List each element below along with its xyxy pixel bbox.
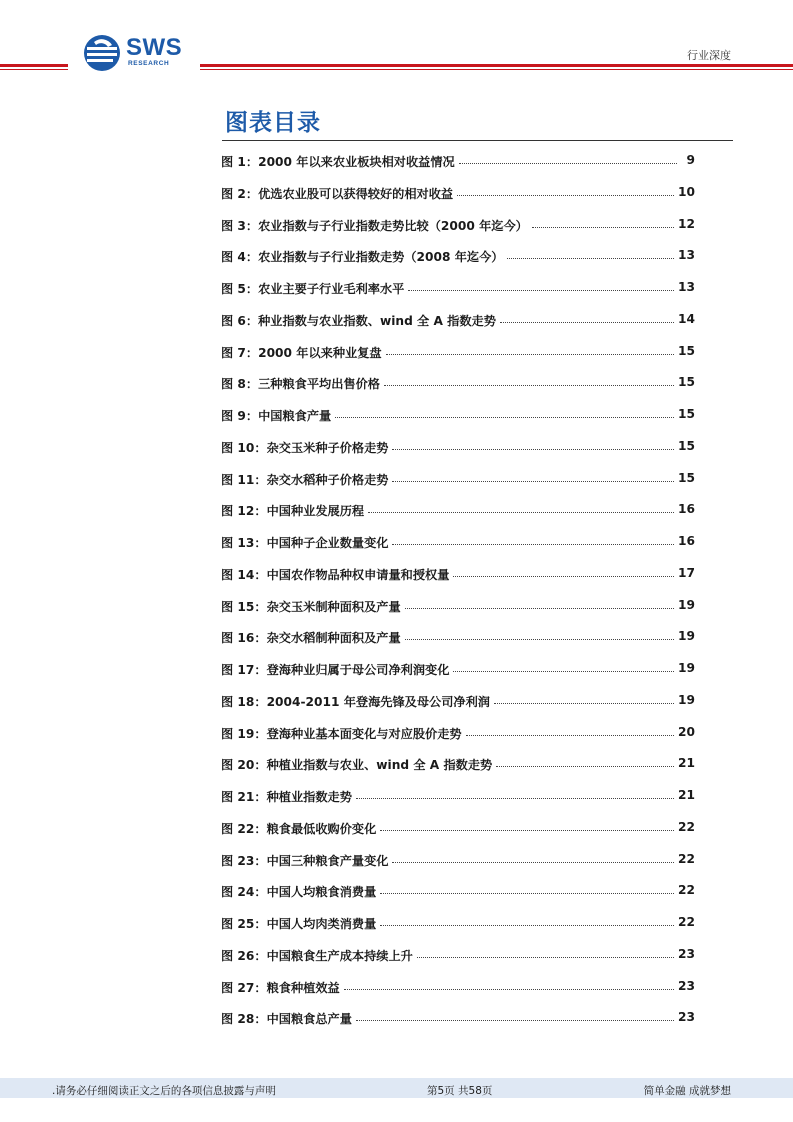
toc-entry-label: 图 28：中国粮食总产量 [221,1012,352,1027]
toc-entry-label: 图 7：2000 年以来种业复盘 [221,345,382,360]
toc-entry-label: 图 26：中国粮食生产成本持续上升 [221,948,413,963]
toc-entry-page: 12 [678,216,695,231]
toc-entry[interactable] [221,471,695,503]
toc-entry-page: 21 [678,756,695,771]
toc-dot-leader [368,503,674,513]
toc-dot-leader [453,567,674,577]
toc-dot-leader [356,789,674,799]
toc-entry-page: 10 [678,184,695,199]
toc-entry-page: 19 [678,692,695,707]
toc-entry-page: 13 [678,248,695,263]
toc-entry[interactable] [221,979,695,1011]
toc-entry-label: 图 20：种植业指数与农业、wind 全 A 指数走势 [221,758,493,773]
toc-entry-label: 图 12：中国种业发展历程 [221,504,365,519]
logo-text: SWS [126,34,183,61]
toc-entry[interactable] [221,947,695,979]
toc-dot-leader [532,218,674,228]
toc-dot-leader [344,980,674,990]
toc-entry[interactable] [221,1010,695,1042]
toc-entry[interactable] [221,217,695,249]
toc-entry-page: 13 [678,280,695,294]
header-rule [0,64,68,67]
toc-entry-page: 20 [678,724,695,739]
toc-dot-leader [392,440,674,450]
toc-entry[interactable] [221,534,695,566]
toc-entry-page: 21 [678,788,695,802]
toc-entry-label: 图 6：种业指数与农业指数、wind 全 A 指数走势 [221,313,496,328]
toc-entry-page: 15 [678,407,695,421]
toc-entry-page: 14 [678,311,695,326]
toc-dot-leader [392,472,674,482]
sws-logo-icon [82,33,122,73]
toc-entry[interactable] [221,248,695,280]
toc-entry-page: 16 [678,502,695,517]
toc-dot-leader [457,186,674,196]
title-divider [222,140,733,141]
toc-entry[interactable] [221,820,695,852]
toc-entry[interactable] [221,725,695,757]
toc-entry[interactable] [221,439,695,471]
toc-entry[interactable] [221,312,695,344]
toc-entry[interactable] [221,375,695,407]
toc-entry-label: 图 2：优选农业股可以获得较好的相对收益 [221,186,454,201]
toc-entry-page: 19 [678,629,695,644]
toc-entry-label: 图 11：杂交水稻种子价格走势 [221,472,389,487]
page-title: 图表目录 [225,110,321,136]
toc-entry-page: 23 [678,978,695,993]
toc-dot-leader [507,249,674,259]
toc-entry-label: 图 19：登海种业基本面变化与对应股价走势 [221,726,462,741]
toc-entry-label: 图 1：2000 年以来农业板块相对收益情况 [221,155,455,169]
toc-entry-page: 15 [678,470,695,485]
sws-logo [82,33,192,73]
toc-entry-page: 16 [678,534,695,548]
toc-entry-label: 图 13：中国种子企业数量变化 [221,536,389,550]
toc-entry-label: 图 16：杂交水稻制种面积及产量 [221,631,401,646]
toc-entry[interactable] [221,185,695,217]
toc-entry[interactable] [221,629,695,661]
toc-entry[interactable] [221,407,695,439]
toc-dot-leader [500,313,674,323]
toc-dot-leader [335,408,674,418]
toc-dot-leader [459,154,677,164]
toc-entry-label: 图 17：登海种业归属于母公司净利润变化 [221,663,450,677]
toc-dot-leader [494,694,674,704]
toc-entry-label: 图 24：中国人均粮食消费量 [221,885,377,900]
toc-dot-leader [392,853,674,863]
toc-entry-label: 图 23：中国三种粮食产量变化 [221,853,389,868]
toc-entry[interactable] [221,883,695,915]
toc-entry[interactable] [221,280,695,312]
toc-entry-page: 23 [678,1010,695,1025]
toc-dot-leader [380,916,674,926]
toc-entry-page: 9 [686,153,695,167]
toc-dot-leader [405,599,674,609]
toc-entry-label: 图 4：农业指数与子行业指数走势（2008 年迄今） [221,250,504,265]
footer-slogan: 简单金融 成就梦想 [643,1085,731,1097]
toc-entry-page: 22 [678,819,695,834]
header-rule [0,69,68,70]
toc-entry-page: 19 [678,661,695,675]
toc-entry[interactable] [221,153,695,185]
page-footer [0,1078,793,1098]
toc-entry[interactable] [221,756,695,788]
toc-dot-leader [356,1011,674,1021]
page-header [0,0,793,80]
toc-entry-label: 图 27：粮食种植效益 [221,980,340,995]
toc-entry[interactable] [221,915,695,947]
toc-dot-leader [408,281,674,291]
toc-entry[interactable] [221,661,695,693]
header-rule [200,69,793,70]
logo-subtext: RESEARCH [128,60,170,67]
toc-dot-leader [417,948,674,958]
toc-entry-label: 图 8：三种粮食平均出售价格 [221,377,380,392]
toc-entry-label: 图 5：农业主要子行业毛利率水平 [221,282,405,296]
toc-dot-leader [453,662,674,672]
document-type: 行业深度 [687,49,731,62]
toc-entry-label: 图 15：杂交玉米制种面积及产量 [221,599,401,614]
toc-entry-page: 22 [678,915,695,929]
toc-dot-leader [405,630,674,640]
toc-dot-leader [384,376,674,386]
toc-dot-leader [392,535,674,545]
toc-dot-leader [380,821,674,831]
toc-entry-label: 图 21：种植业指数走势 [221,790,352,804]
toc-dot-leader [466,726,674,736]
footer-page-number: 第5页 共58页 [427,1085,493,1097]
toc-entry[interactable] [221,344,695,376]
footer-disclaimer: .请务必仔细阅读正文之后的各项信息披露与声明 [52,1085,276,1097]
toc-entry-page: 22 [678,851,695,866]
toc-dot-leader [380,884,674,894]
toc-entry-label: 图 18：2004-2011 年登海先锋及母公司净利润 [221,694,490,709]
toc-entry-label: 图 25：中国人均肉类消费量 [221,917,377,931]
toc-dot-leader [386,345,674,355]
toc-entry[interactable] [221,598,695,630]
toc-entry-page: 19 [678,597,695,612]
toc-entry-label: 图 22：粮食最低收购价变化 [221,821,377,836]
toc-entry[interactable] [221,788,695,820]
figure-index-list [221,153,695,1042]
toc-entry-page: 15 [678,343,695,358]
header-rule [200,64,793,67]
toc-entry[interactable] [221,693,695,725]
toc-entry-page: 17 [678,565,695,580]
toc-entry-page: 15 [678,375,695,390]
toc-entry-label: 图 9：中国粮食产量 [221,409,332,423]
toc-entry-label: 图 10：杂交玉米种子价格走势 [221,440,389,455]
toc-entry[interactable] [221,566,695,598]
toc-entry-page: 15 [678,438,695,453]
toc-entry-label: 图 14：中国农作物品种权申请量和授权量 [221,567,450,582]
toc-entry[interactable] [221,852,695,884]
toc-entry-page: 23 [678,946,695,961]
toc-entry-page: 22 [678,883,695,898]
toc-entry[interactable] [221,502,695,534]
toc-dot-leader [496,757,674,767]
toc-entry-label: 图 3：农业指数与子行业指数走势比较（2000 年迄今） [221,218,528,233]
